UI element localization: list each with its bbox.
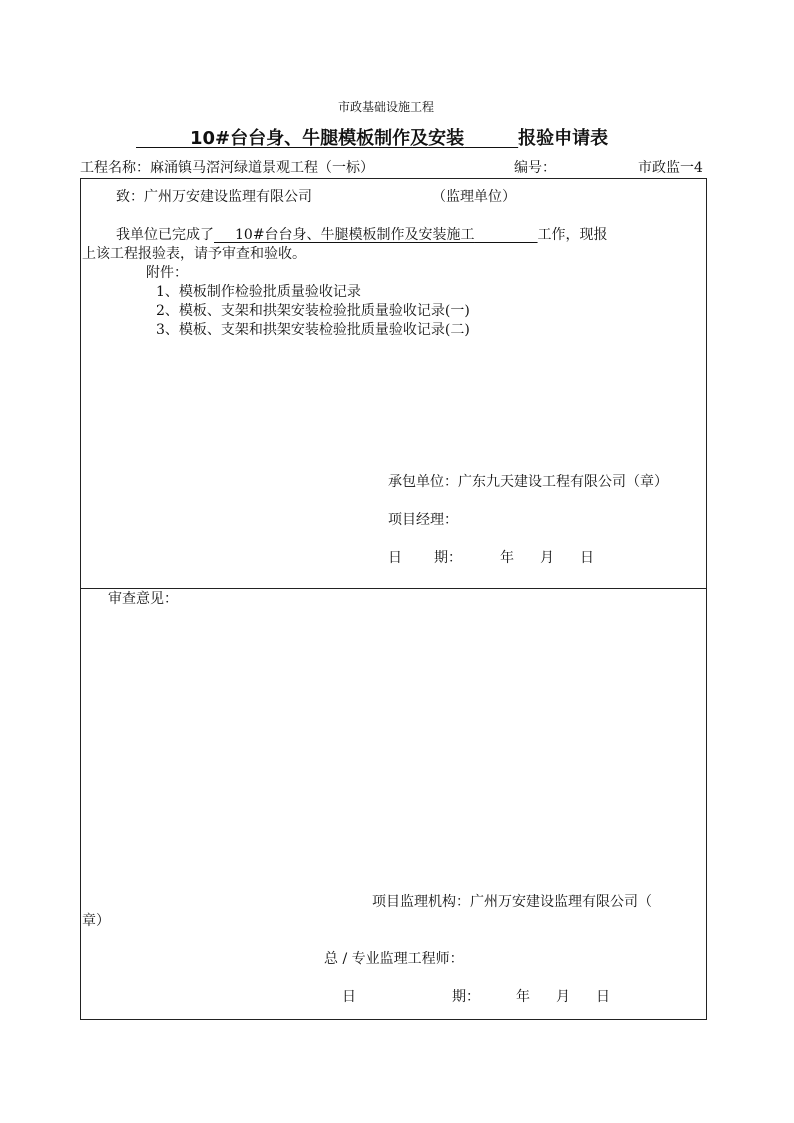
- date-label-1: 日: [388, 550, 402, 566]
- review-date-day: 日: [596, 989, 610, 1005]
- review-date-label-1: 日: [342, 989, 356, 1005]
- contractor-label: 承包单位：: [388, 474, 458, 490]
- review-date-month: 月: [556, 989, 570, 1005]
- engineer-label: 总 / 专业监理工程师：: [324, 951, 464, 967]
- completed-prefix: 我单位已完成了: [116, 227, 214, 243]
- document-subtitle: 市政基础设施工程: [338, 100, 435, 114]
- review-date-label-2: 期：: [452, 989, 480, 1005]
- manager-label: 项目经理：: [388, 512, 458, 528]
- title-suffix: 报验申请表: [518, 128, 609, 149]
- title-subject: 10#台台身、牛腿模板制作及安装: [190, 128, 465, 149]
- number-label: 编号：: [514, 160, 556, 176]
- completed-work: 10#台台身、牛腿模板制作及安装施工: [235, 227, 475, 243]
- org-seal: 章）: [82, 913, 110, 929]
- opinion-label: 审查意见：: [108, 591, 178, 607]
- org-name: 广州万安建设监理有限公司（: [470, 894, 652, 910]
- date-label-2: 期：: [434, 550, 462, 566]
- date-day: 日: [580, 550, 594, 566]
- number-value: 市政监一4: [638, 160, 703, 176]
- contractor-row: [388, 471, 668, 491]
- addressee-row: [116, 186, 312, 206]
- attachment-item-1: 1、模板制作检验批质量验收记录: [156, 284, 361, 300]
- attachments-label: 附件：: [146, 265, 188, 281]
- to-label: 致：: [116, 189, 144, 205]
- completed-row: [116, 224, 608, 244]
- date-month: 月: [540, 550, 554, 566]
- attachment-item-3: 3、模板、支架和拱架安装检验批质量验收记录(二): [156, 322, 470, 338]
- attachment-item-2: 2、模板、支架和拱架安装检验批质量验收记录(一): [156, 303, 470, 319]
- to-role: （监理单位）: [432, 189, 516, 205]
- project-label: 工程名称：: [80, 160, 150, 176]
- contractor-name: 广东九天建设工程有限公司（章）: [458, 474, 668, 490]
- to-name: 广州万安建设监理有限公司: [144, 189, 312, 205]
- project-name-row: [80, 157, 374, 177]
- review-date-year: 年: [516, 989, 530, 1005]
- completed-line2: 上该工程报验表，请予审查和验收。: [82, 246, 306, 262]
- completed-suffix: 工作，现报: [537, 227, 608, 243]
- document-title: [136, 124, 608, 150]
- org-row: [372, 891, 652, 911]
- org-label: 项目监理机构：: [372, 894, 470, 910]
- project-name: 麻涌镇马滘河绿道景观工程（一标）: [150, 160, 374, 176]
- date-year: 年: [500, 550, 514, 566]
